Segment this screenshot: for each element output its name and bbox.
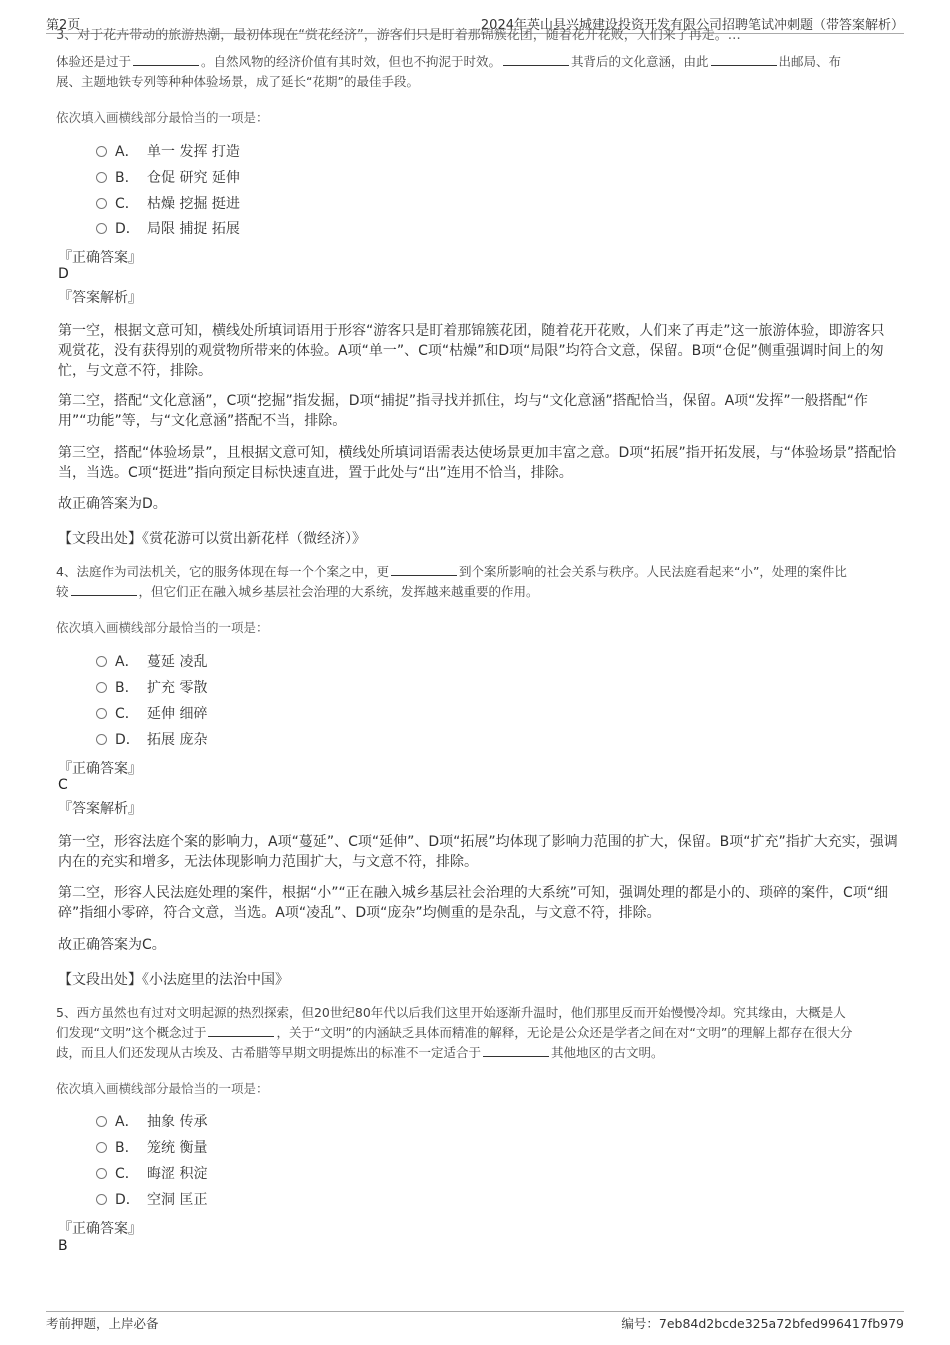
q4-option-b[interactable]: B. 扩充 零散 xyxy=(96,678,207,698)
q3-analysis-label: 『答案解析』 xyxy=(58,290,142,306)
q3-answer: D xyxy=(58,266,69,282)
document-title: 2024年英山县兴城建设投资开发有限公司招聘笔试冲刺题（带答案解析） xyxy=(480,18,904,33)
q4-answer-label: 『正确答案』 xyxy=(58,761,142,777)
q4-analysis-1: 第一空，形容法庭个案的影响力，A项“蔓延”、C项“延伸”、D项“拓展”均体现了影响力范围的扩大，保留。B项“扩充”指扩大充实，强调内在的充实和增多，无法体现影响力范围扩大，与文意不符，排除。 xyxy=(58,834,898,870)
q5-stem: 5、西方虽然也有过对文明起源的热烈探索，但20世纪80年代以后我们这里开始逐渐升温时，他们那里反而开始慢慢冷却。究其缘由，大概是人 们发现“文明”这个概念过于 ，关于“文明”的内涵缺乏具体而精准的解释，无论是公众还是学者之间在对“文明”的理解上都存在很大分 歧，而且人们还发现从古埃及、古希腊等早期文明提炼出的标准不一定适合于 其他地区的古文明。 xyxy=(56,1005,853,1060)
q4-prompt: 依次填入画横线部分最恰当的一项是： xyxy=(56,620,269,635)
q3-stem: 体验还是过于 。自然风物的经济价值有其时效，但也不拘泥于时效。 其背后的文化意涵，由此 出邮局、布 展、主题地铁专列等种种体验场景，成了延长“花期”的最佳手段。 xyxy=(56,54,842,89)
q3-analysis-2: 第二空，搭配“文化意涵”，C项“挖掘”指发掘，D项“捕捉”指寻找并抓住，均与“文化意涵”搭配恰当，保留。A项“发挥”一般搭配“作用”“功能”等，与“文化意涵”搭配不当，排除。 xyxy=(58,393,868,429)
radio-icon[interactable] xyxy=(96,1142,107,1153)
q3-analysis-3: 第三空，搭配“体验场景”，且根据文意可知，横线处所填词语需表达使场景更加丰富之意。D项“拓展”指开拓发展，与“体验场景”搭配恰当，当选。C项“挺进”指向预定目标快速直进，置于此处与“出”连用不恰当，排除。 xyxy=(58,445,897,481)
q5-option-d[interactable]: D． 空洞 匡正 xyxy=(96,1190,207,1210)
q3-source: 【文段出处】《赏花游可以赏出新花样（微经济）》 xyxy=(58,531,366,547)
q4-blank-1 xyxy=(391,563,457,576)
q3-option-c[interactable]: C． 枯燥 挖掘 挺进 xyxy=(96,194,240,214)
q3-option-b[interactable]: B. 仓促 研究 延伸 xyxy=(96,168,240,188)
radio-icon[interactable] xyxy=(96,682,107,693)
radio-icon[interactable] xyxy=(96,146,107,157)
q4-option-d[interactable]: D． 拓展 庞杂 xyxy=(96,730,207,750)
q3-option-a[interactable]: A． 单一 发挥 打造 xyxy=(96,142,240,162)
q3-stem-cut-line: 3、对于花卉带动的旅游热潮，最初体现在“赏花经济”，游客们只是盯着那锦簇花团，随着花开花败，人们来了再走。… xyxy=(56,28,741,43)
q5-answer-label: 『正确答案』 xyxy=(58,1221,142,1237)
q5-option-a[interactable]: A． 抽象 传承 xyxy=(96,1112,207,1132)
radio-icon[interactable] xyxy=(96,708,107,719)
q3-blank-1 xyxy=(133,53,199,66)
radio-icon[interactable] xyxy=(96,172,107,183)
q5-option-b[interactable]: B. 笼统 衡量 xyxy=(96,1138,207,1158)
q5-blank-2 xyxy=(483,1044,549,1057)
q3-blank-2 xyxy=(503,53,569,66)
q4-stem: 4、法庭作为司法机关，它的服务体现在每一个个案之中，更 到个案所影响的社会关系与秩序。人民法庭看起来“小”，处理的案件比 较 ，但它们正在融入城乡基层社会治理的大系统，发挥越来越重要的作用。 xyxy=(56,564,847,599)
q5-blank-1 xyxy=(208,1024,274,1037)
radio-icon[interactable] xyxy=(96,1116,107,1127)
q5-option-c[interactable]: C． 晦涩 积淀 xyxy=(96,1164,207,1184)
q3-analysis-1: 第一空，根据文意可知，横线处所填词语用于形容“游客只是盯着那锦簇花团，随着花开花败，人们来了再走”这一旅游体验，即游客只观赏花，没有获得别的观赏物所带来的体验。A项“单一”、C项“枯燥”和D项“局限”均符合文意，保留。B项“仓促”侧重强调时间上的匆忙，与文意不符，排除。 xyxy=(58,323,885,379)
q3-blank-3 xyxy=(711,53,777,66)
radio-icon[interactable] xyxy=(96,734,107,745)
q4-analysis-2: 第二空，形容人民法庭处理的案件，根据“小”“正在融入城乡基层社会治理的大系统”可知，强调处理的都是小的、琐碎的案件，C项“细碎”指细小零碎，符合文意，当选。A项“凌乱”、D项“庞杂”均侧重的是杂乱，与文意不符，排除。 xyxy=(58,885,889,921)
q4-answer: C xyxy=(58,777,68,793)
q4-option-a[interactable]: A． 蔓延 凌乱 xyxy=(96,652,207,672)
footer-divider xyxy=(46,1311,904,1312)
radio-icon[interactable] xyxy=(96,1168,107,1179)
q5-prompt: 依次填入画横线部分最恰当的一项是： xyxy=(56,1081,269,1096)
q3-analysis-4: 故正确答案为D。 xyxy=(58,496,167,512)
radio-icon[interactable] xyxy=(96,656,107,667)
q4-source: 【文段出处】《小法庭里的法治中国》 xyxy=(58,972,289,988)
document-id: 编号：7eb84d2bcde325a72bfed996417fb979 xyxy=(621,1316,904,1331)
q3-prompt: 依次填入画横线部分最恰当的一项是： xyxy=(56,110,269,125)
q4-analysis-label: 『答案解析』 xyxy=(58,801,142,817)
page-number: 第2页 xyxy=(46,18,81,33)
radio-icon[interactable] xyxy=(96,1194,107,1205)
q5-answer: B xyxy=(58,1238,68,1254)
q4-option-c[interactable]: C． 延伸 细碎 xyxy=(96,704,207,724)
q3-option-d[interactable]: D． 局限 捕捉 拓展 xyxy=(96,219,240,239)
radio-icon[interactable] xyxy=(96,198,107,209)
radio-icon[interactable] xyxy=(96,223,107,234)
q4-analysis-3: 故正确答案为C。 xyxy=(58,937,166,953)
q3-answer-label: 『正确答案』 xyxy=(58,250,142,266)
footer-slogan: 考前押题，上岸必备 xyxy=(46,1316,159,1331)
q4-blank-2 xyxy=(71,583,137,596)
